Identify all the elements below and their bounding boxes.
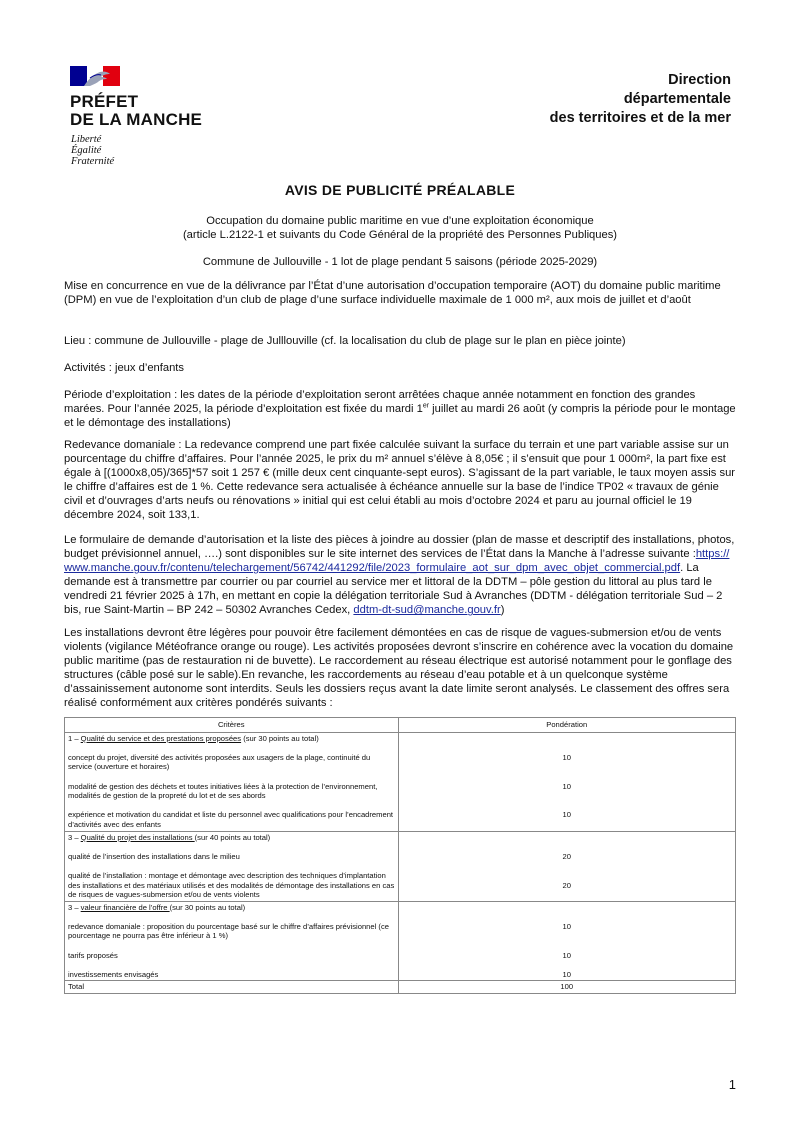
section-weights-cell (398, 732, 735, 831)
direction-line-2: départementale (623, 91, 731, 107)
devise-fraternite: Fraternité (71, 156, 115, 167)
section-title: Qualité du projet des installations (80, 832, 195, 842)
periode-text-2: juillet au mardi 26 août (y compris la période pour le montage et le démontage des installations) (64, 403, 736, 430)
criterion-label: concept du projet, diversité des activités proposées aux usagers de la plage, continuité du service (ouverture et horaires) (68, 752, 371, 772)
document-title: AVIS DE PUBLICITÉ PRÉALABLE (284, 182, 516, 198)
criterion-label: modalité de gestion des déchets et toutes initiatives liées à la protection de l’environnement, modalités de gestion de la propreté du lot et de ses abords (68, 781, 378, 801)
section-row (65, 831, 736, 901)
formulaire-text-1: Le formulaire de demande d’autorisation et la liste des pièces à joindre au dossier (plan de masse et descriptif des installations, photos, budget prévisionnel annuel, ….) sont disponibles sur le site internet des services de l’État dans la Manche à l’adresse suivante : (64, 534, 735, 561)
section-weights-cell (398, 831, 735, 901)
header-ponderation: Pondération (398, 718, 735, 733)
section-num: 3 – (68, 832, 81, 842)
criteria-table (64, 717, 736, 994)
subtitle-2: (article L.2122-1 et suivants du Code Général de la propriété des Personnes Publiques) (182, 229, 618, 241)
intro-paragraph: Mise en concurrence en vue de la délivrance par l’État d’une autorisation d’occupation temporaire (AOT) du domaine public maritime (DPM) en vue de l’exploitation d’un club de plage d’une surface individuelle maximale de 1 000 m², aux mois de juillet et d’août (64, 280, 721, 307)
criterion-weight: 10 (562, 969, 571, 979)
criterion-label: redevance domaniale : proposition du pourcentage basé sur le chiffre d’affaires prévisionnel (ce pourcentage ne pourra pas être inférieur à 1 %) (68, 921, 389, 941)
email-link[interactable]: ddtm-dt-sud@manche.gouv.fr (353, 604, 501, 617)
total-label: Total (65, 981, 399, 994)
section-num: 1 – (68, 733, 81, 743)
criterion-weight: 20 (562, 880, 571, 890)
installations-paragraph: Les installations devront être légères pour pouvoir être facilement démontées en cas de risque de vagues-submersion et/ou de vents violents (vigilance Météofrance orange ou rouge). Les activités proposées devront s’inscrire en cohérence avec la vocation du domaine public maritime (pas de restauration ni de buvette). Le raccordement au réseau électrique est autorisé notamment pour le gonflage des structures (câble posé sur le sable).En revanche, les raccordements au réseau d’eau potable et à un quelconque système d’assainissement autonome sont interdits. Seuls les dossiers reçus avant la date limite seront analysés. Le classement des offres sera réalisé conformément aux critères pondérés suivants : (64, 627, 734, 710)
periode-text-1: Période d’exploitation : les dates de la période d’exploitation seront arrêtées chaque année notamment en fonction des grandes marées. Pour l’année 2025, la période d’exploitation est fixée du mardi 1 (64, 389, 696, 416)
direction-block (550, 71, 731, 128)
formulaire-text-3: ) (500, 604, 505, 617)
section-note: (sur 30 points au total) (169, 902, 246, 912)
formulaire-text-2: . La demande est à transmettre par courrier ou par courriel au service mer et littoral de la DDTM – pôle gestion du littoral au plus tard le vendredi 21 février 2025 à 17h, en mettant en copie la délégation territoriale Sud à Avranches (DDTM - délégation territoriale Sud – 2 bis, rue Saint-Martin – BP 242 – 50302 Avranches Cedex, (64, 562, 723, 617)
total-value: 100 (398, 981, 735, 994)
section-title-cell (65, 732, 399, 831)
section-weights-cell (398, 901, 735, 981)
direction-line-1: Direction (668, 72, 731, 88)
criterion-label: expérience et motivation du candidat et liste du personnel avec qualifications pour l’encadrement d’activités avec des enfants (68, 810, 394, 829)
redevance-paragraph: Redevance domaniale : La redevance comprend une part fixée calculée suivant la surface du terrain et une part variable assise sur un pourcentage du chiffre d’affaires. Pour l’année 2025, le prix du m² annuel s’élève à 8,05€ ; il s’ensuit que pour 1 000m², la part fixe est égale à [(1000x8,05)/365]*57 soit 1 257 € (mille deux cent cinquante-sept euros). S’agissant de la part variable, le taux moyen assis sur le chiffre d’affaires est de 1 %. Cette redevance sera actualisée à échéance annuelle sur la base de l’indice TP02 « travaux de génie civil et d’ouvrages d’arts neufs ou rénovations » initial qui est celui établi au mois d’octobre 2024 et paru au journal officiel le 19 décembre 2024, soit 133,1. (64, 439, 736, 522)
periode-sup: er (422, 402, 430, 410)
criterion-weight: 10 (562, 752, 571, 762)
formulaire-link[interactable]: https://www.manche.gouv.fr/contenu/telechargement/56742/441292/file/2023_formulaire_aot_sur_dpm_avec_objet_commercial.pdf (64, 548, 730, 575)
activites-paragraph: Activités : jeux d’enfants (64, 362, 185, 374)
table-header-row (65, 718, 736, 733)
devise-egalite: Égalité (71, 145, 102, 156)
page-number: 1 (728, 1077, 736, 1092)
section-row (65, 901, 736, 981)
section-title-cell (65, 831, 399, 901)
section-note: (sur 40 points au total) (194, 832, 271, 842)
criterion-weight: 10 (562, 921, 571, 931)
section-title-cell (65, 901, 399, 981)
page-header (0, 0, 800, 180)
criterion-label: investissements envisagés (68, 969, 159, 979)
criterion-weight: 10 (562, 781, 571, 791)
formulaire-paragraph (64, 533, 736, 618)
periode-paragraph (64, 388, 736, 430)
logo-line-1: PRÉFET (70, 92, 139, 111)
subtitle-1: Occupation du domaine public maritime en vue d’une exploitation économique (206, 215, 594, 227)
logo-line-2: DE LA MANCHE (70, 110, 203, 129)
lieu-paragraph: Lieu : commune de Jullouville - plage de Julllouville (cf. la localisation du club de plage sur le plan en pièce jointe) (64, 335, 626, 347)
total-row (65, 981, 736, 994)
direction-line-3: des territoires et de la mer (549, 110, 731, 126)
header-criteres: Critères (65, 718, 399, 733)
criterion-label: tarifs proposés (68, 950, 118, 960)
criterion-weight: 20 (562, 851, 571, 861)
criterion-label: qualité de l’installation : montage et démontage avec description des techniques d’implantation des installations et des matériaux utilisés et des modalités de démontage des installations en cas de risques de vagues-submersion et/ou de vents violents (68, 870, 395, 900)
section-title: valeur financière de l’offre (80, 902, 170, 912)
commune-line: Commune de Jullouville - 1 lot de plage pendant 5 saisons (période 2025-2029) (202, 256, 598, 268)
section-title: Qualité du service et des prestations proposées (80, 733, 242, 743)
marianne-flag-icon (70, 66, 120, 86)
section-row (65, 732, 736, 831)
criterion-weight: 10 (562, 810, 571, 820)
criterion-label: qualité de l’insertion des installations dans le milieu (68, 851, 240, 861)
section-note: (sur 30 points au total) (241, 733, 319, 743)
criterion-weight: 10 (562, 950, 571, 960)
devise-liberte: Liberté (71, 134, 102, 145)
section-num: 3 – (68, 902, 81, 912)
